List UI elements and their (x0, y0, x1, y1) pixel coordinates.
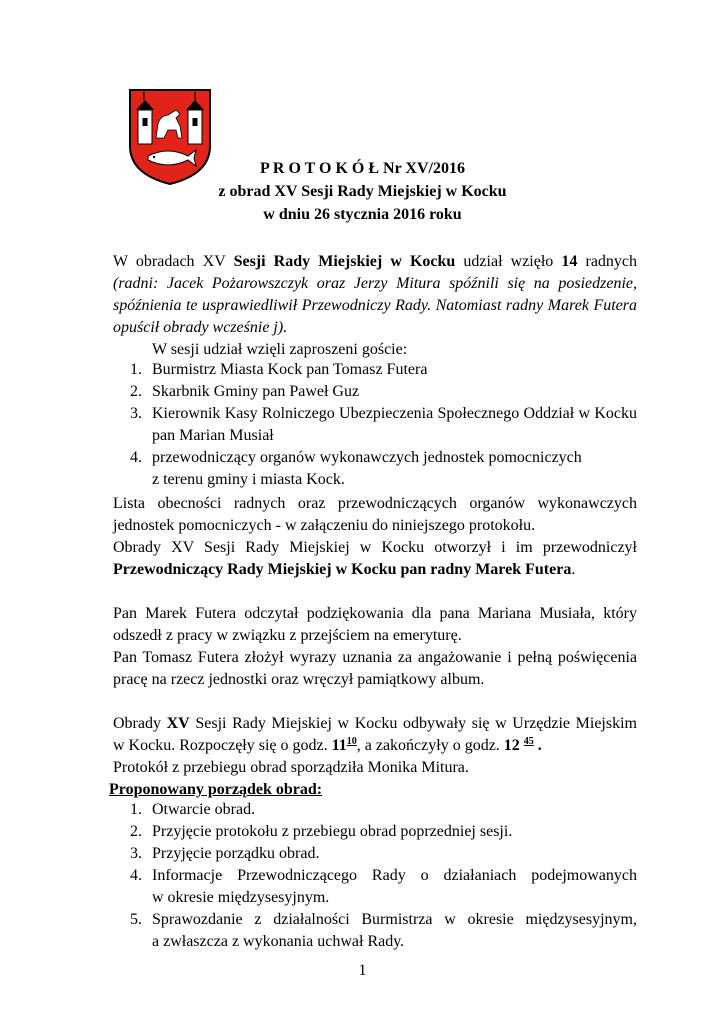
guest-item-continued: pan Marian Musiał (152, 427, 274, 444)
agenda-item: Informacje Przewodniczącego Rady o działaniach podejmowanych (152, 867, 637, 884)
agenda-number: 4. (130, 867, 142, 884)
agenda-item: Otwarcie obrad. (152, 801, 256, 818)
intro-line-2: (radni: Jacek Pożarowszczyk oraz Jerzy Mitura spóźnili się na posiedzenie, (113, 275, 637, 292)
end-time-hour: 12 (503, 737, 520, 754)
recorder-line: Protokół z przebiegu obrad sporządziła Monika Mitura. (113, 759, 469, 776)
intro-line-1: W obradach XV Sesji Rady Miejskiej w Kocku udział wzięło 14 radnych (113, 253, 638, 270)
page-number: 1 (358, 962, 367, 979)
guest-item: Kierownik Kasy Rolniczego Ubezpieczenia Społecznego Oddział w Kocku (152, 405, 637, 422)
start-time-minutes: 10 (346, 736, 357, 747)
agenda-number: 1. (130, 801, 142, 818)
agenda-heading: Proponowany porządek obrad: (109, 781, 323, 798)
chair-line-2: Przewodniczący Rady Miejskiej w Kocku pan radny Marek Futera. (113, 561, 576, 578)
thanks-line-2: odszedł z pracy w związku z przejściem na emeryturę. (113, 627, 462, 644)
agenda-item-continued: a zwłaszcza z wykonania uchwał Rady. (152, 933, 405, 950)
venue-line-1: Obrady XV Sesji Rady Miejskiej w Kocku odbywały się w Urzędzie Miejskim (113, 715, 637, 732)
guest-item: Burmistrz Miasta Kock pan Tomasz Futera (152, 361, 428, 378)
attendance-line-1: Lista obecności radnych oraz przewodniczących organów wykonawczych (113, 495, 637, 512)
start-time-hour: 11 (331, 737, 347, 754)
guest-number: 3. (130, 405, 142, 422)
agenda-number: 2. (130, 823, 142, 840)
guest-number: 2. (130, 383, 142, 400)
agenda-number: 3. (130, 845, 142, 862)
intro-line-3: spóźnienia te usprawiedliwił Przewodniczy Rady. Natomiast radny Marek Futera (113, 297, 637, 314)
intro-line-4: opuścił obrady wcześnie j). (113, 319, 288, 336)
guest-number: 4. (130, 449, 142, 466)
agenda-item: Sprawozdanie z działalności Burmistrza w okresie międzysesyjnym, (152, 911, 637, 928)
document-subtitle: z obrad XV Sesji Rady Miejskiej w Kocku (218, 183, 507, 200)
recognition-line-2: pracę na rzecz jednostki oraz wręczył pamiątkowy album. (113, 671, 485, 688)
venue-line-2: w Kocku. Rozpoczęły się o godz. $11^{10}$, a zakończyły o godz. 12 $^{45}$ . (113, 736, 542, 754)
agenda-item: Przyjęcie porządku obrad. (152, 845, 320, 862)
attendance-line-2: jednostek pomocniczych - w załączeniu do niniejszego protokołu. (113, 517, 536, 534)
guest-item-continued: z terenu gminy i miasta Kock. (152, 471, 345, 488)
agenda-number: 5. (130, 911, 142, 928)
agenda-item: Przyjęcie protokołu z przebiegu obrad poprzedniej sesji. (152, 823, 513, 840)
document-title: P R O T O K Ó Ł Nr XV/2016 (260, 160, 465, 177)
guest-item: przewodniczący organów wykonawczych jednostek pomocniczych (152, 449, 582, 466)
guest-item: Skarbnik Gminy pan Paweł Guz (152, 383, 360, 400)
recognition-line-1: Pan Tomasz Futera złożył wyrazy uznania za angażowanie i pełną poświęcenia (113, 649, 637, 666)
end-time-minutes: 45 (523, 736, 534, 747)
document-date: w dniu 26 stycznia 2016 roku (263, 206, 462, 223)
thanks-line-1: Pan Marek Futera odczytał podziękowania dla pana Mariana Musiała, który (113, 605, 637, 622)
guests-intro: W sesji udział wzięli zaproszeni goście: (152, 341, 408, 358)
guest-number: 1. (130, 361, 142, 378)
agenda-item-continued: w okresie międzysesyjnym. (152, 889, 330, 906)
chair-line-1: Obrady XV Sesji Rady Miejskiej w Kocku otworzył i im przewodniczył (113, 539, 637, 556)
